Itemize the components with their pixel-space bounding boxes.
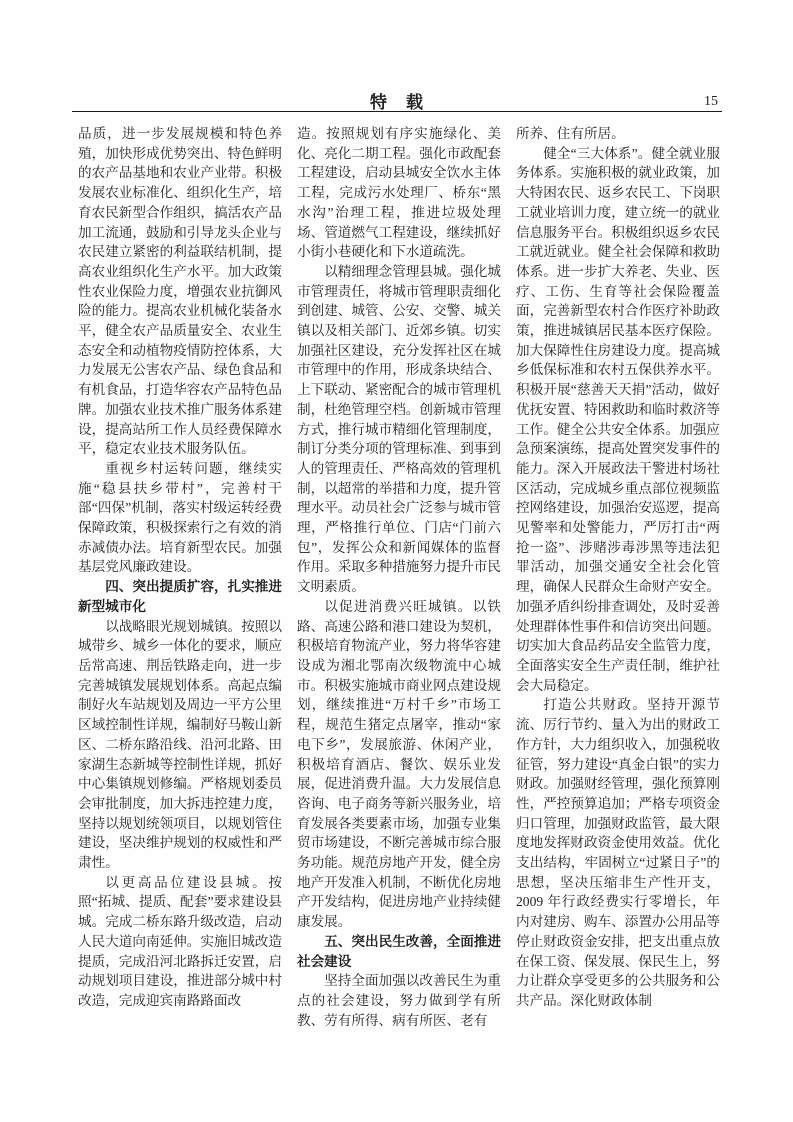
paragraph: 以战略眼光规划城镇。按照以城带乡、城乡一体化的要求，顺应岳常高速、荆岳铁路走向，进一步完善城镇发展规划体系。高起点编制好火车站规划及周边一平方公里区域控制性详规，编制好马鞍山新区、二桥东路沿线、沿河北路、田家湖生态新城等控制性详规，抓好中心集镇规划修编。严格规划委员会审批制度，加大拆违控建力度，坚持以规划统领项目，以规划管住建设，坚决维护规划的权威性和严肃性。	[78, 618, 282, 871]
text-column-2	[297, 124, 501, 1030]
section-heading: 五、突出民生改善，全面推进社会建设	[297, 933, 501, 969]
text-columns	[78, 124, 720, 1030]
text-column-3	[516, 124, 720, 1030]
paragraph: 重视乡村运转问题，继续实施“稳县扶乡带村”，完善村干部“四保”机制，落实村级运转经费保障政策，积极探索行之有效的消赤减债办法。培育新型农民。加强基层党风廉政建设。	[78, 460, 282, 575]
paragraph: 以促进消费兴旺城镇。以铁路、高速公路和港口建设为契机，积极培育物流产业，努力将华容建设成为湘北鄂南次级物流中心城市。积极实施城市商业网点建设规划，继续推进“万村千乡”市场工程，规范生猪定点屠宰，推动“家电下乡”，发展旅游、休闲产业，积极培育酒店、餐饮、娱乐业发展，促进消费升温。大力发展信息咨询、电子商务等新兴服务业，培育发展各类要素市场，加强专业集贸市场建设，不断完善城市综合服务功能。规范房地产开发，健全房地产开发准入机制，不断优化房地产开发结构，促进房地产业持续健康发展。	[297, 598, 501, 930]
paragraph: 以精细理念管理县城。强化城市管理责任，将城市管理职责细化到创建、城管、公安、交警、城关镇以及相关部门、近郊乡镇。切实加强社区建设，充分发挥社区在城市管理中的作用，形成条块结合、上下联动、紧密配合的城市管理机制，杜绝管理空档。创新城市管理方式，推行城市精细化管理制度，制订分类分项的管理标准、到事到人的管理责任、严格高效的管理机制，以超常的举措和力度，提升管理水平。动员社会广泛参与城市管理，严格推行单位、门店“门前六包”，发挥公众和新闻媒体的监督作用。采取多种措施努力提升市民文明素质。	[297, 263, 501, 595]
section-heading: 四、突出提质扩容，扎实推进新型城市化	[78, 579, 282, 614]
paragraph: 坚持全面加强以改善民生为重点的社会建设，努力做到学有所教、劳有所得、病有所医、老有	[297, 973, 501, 1028]
paragraph: 健全“三大体系”。健全就业服务体系。实施积极的就业政策，加大特困农民、返乡农民工、下岗职工就业培训力度，建立统一的就业信息服务平台。积极组织返乡农民工就近就业。健全社会保障和救助体系。进一步扩大养老、失业、医疗、工伤、生育等社会保险覆盖面，完善新型农村合作医疗补助政策，推进城镇居民基本医疗保险。加大保障性住房建设力度。提高城乡低保标准和农村五保供养水平。积极开展“慈善天天捐”活动，做好优抚安置、特困救助和临时救济等工作。健全公共安全体系。加强应急预案演练，提高处置突发事件的能力。深入开展政法干警进村场社区活动，完成城乡重点部位视频监控网络建设，加强治安巡逻，提高见警率和处警能力，严厉打击“两抢一盗”、涉赌涉毒涉黑等违法犯罪活动，加强交通安全社会化管理，确保人民群众生命财产安全。加强矛盾纠纷排查调处，及时妥善处理群体性事件和信访突出问题。切实加大食品药品安全监管力度，全面落实安全生产责任制，维护社会大局稳定。	[516, 145, 720, 693]
paragraph: 以更高品位建设县城。按照“拓城、提质、配套”要求建设县城。完成二桥东路升级改造，启动人民大道向南延伸。实施旧城改造提质，完成沿河北路拆迁安置，启动规划项目建设，推进部分城中村改造，完成迎宾南路路面改	[78, 874, 282, 1008]
page-header	[72, 86, 722, 112]
paragraph: 造。按照规划有序实施绿化、美化、亮化二期工程。强化市政配套工程建设，启动县城安全饮水主体工程，完成污水处理厂、桥东“黑水沟”治理工程，推进垃圾处理场、管道燃气工程建设，继续抓好小街小巷硬化和下水道疏洗。	[297, 126, 501, 260]
paragraph: 打造公共财政。坚持开源节流、厉行节约、量入为出的财政工作方针，大力组织收入，加强税收征管，努力建设“真金白银”的实力财政。加强财经管理，强化预算刚性，严控预算追加；严格专项资金归口管理，加强财政监管，最大限度地发挥财政资金使用效益。优化支出结构，牢固树立“过紧日子”的思想，坚决压缩非生产性开支，2009 年行政经费实行零增长，年内对建房、购车、添置办公用品等停止财政资金安排，把支出重点放在保工资、保发展、保民生上，努力让群众享受更多的公共服务和公共产品。深化财政体制	[516, 697, 720, 1008]
text-column-1	[78, 124, 282, 1030]
header-rule	[72, 111, 722, 112]
paragraph: 所养、住有所居。	[516, 126, 625, 141]
page-number: 15	[704, 94, 718, 109]
paragraph: 品质，进一步发展规模和特色养殖，加快形成优势突出、特色鲜明的农产品基地和农业产业带。积极发展农业标准化、组织化生产，培育农民新型合作组织，搞活农产品加工流通，鼓励和引导龙头企业与农民建立紧密的利益联结机制，提高农业组织化生产水平。加大政策性农业保险力度，增强农业抗御风险的能力。提高农业机械化装备水平，健全农产品质量安全、农业生态安全和动植物疫情防控体系，大力发展无公害农产品、绿色食品和有机食品，打造华容农产品特色品牌。加强农业技术推广服务体系建设，提高站所工作人员经费保障水平，稳定农业技术服务队伍。	[78, 126, 282, 457]
section-title: 特 载	[370, 93, 424, 112]
